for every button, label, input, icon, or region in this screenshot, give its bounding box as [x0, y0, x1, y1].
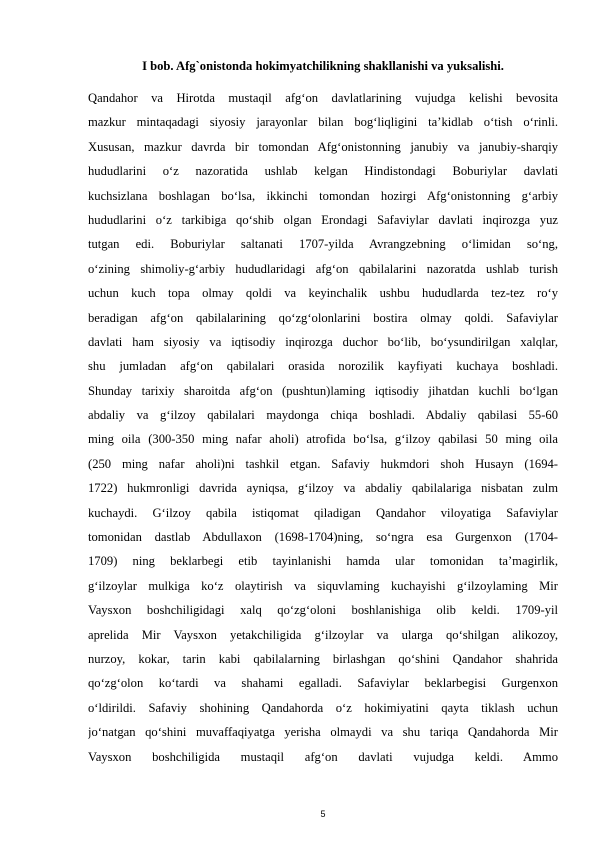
text-line: kuchaydi. G‘ilzoy qabila istiqomat qiladigan Qandahor viloyatiga Safaviylar — [88, 505, 558, 520]
text-line: Qandahor va Hirotda mustaqil afg‘on davlatlarining vujudga kelishi bevosita — [88, 91, 558, 105]
text-line: 1709) ning beklarbegi etib tayinlanishi hamda ular tomonidan ta’magirlik, — [88, 554, 558, 569]
text-line: tutgan edi. Boburiylar saltanati 1707-yilda Avrangzebning o‘limidan so‘ng, — [88, 237, 558, 252]
text-line: hududlarini o‘z tarkibiga qo‘shib olgan Erondagi Safaviylar davlati inqirozga yuz — [88, 212, 558, 227]
text-line: davlati ham siyosiy va iqtisodiy inqirozga duchor bo‘lib, bo‘ysundirilgan xalqlar, — [88, 334, 558, 349]
text-line: aprelida Mir Vaysxon yetakchiligida g‘ilzoylar va ularga qo‘shilgan alikozoy, — [88, 627, 558, 642]
text-line: beradigan afg‘on qabilalarining qo‘zg‘olonlarini bostira olmay qoldi. Safaviylar — [88, 310, 558, 325]
text-line: uchun kuch topa olmay qoldi va keyinchalik ushbu hududlarda tez-tez ro‘y — [88, 286, 558, 301]
text-line: o‘ldirildi. Safaviy shohining Qandahorda o‘z hokimiyatini qayta tiklash uchun — [88, 700, 558, 715]
text-line: ming oila (300-350 ming nafar aholi) atrofida bo‘lsa, g‘ilzoy qabilasi 50 ming oila — [88, 432, 558, 447]
text-line: nurzoy, kokar, tarin kabi qabilalarning birlashgan qo‘shini Qandahor shahrida — [88, 651, 558, 666]
text-line: mazkur mintaqadagi siyosiy jarayonlar bilan bog‘liqligini ta’kidlab o‘tish o‘rinli. — [88, 115, 558, 130]
text-line: Vaysxon boshchiligidagi xalq qo‘zg‘oloni boshlanishiga olib keldi. 1709-yil — [88, 603, 558, 618]
body-paragraph — [88, 86, 558, 769]
text-line: tomonidan dastlab Abdullaxon (1698-1704)ning, so‘ngra esa Gurgenxon (1704- — [88, 530, 558, 545]
text-line: Xususan, mazkur davrda bir tomondan Afg‘onistonning janubiy va janubiy-sharqiy — [88, 139, 558, 154]
page-number: 5 — [320, 809, 326, 819]
text-line: g‘ilzoylar mulkiga ko‘z olaytirish va siquvlaming kuchayishi g‘ilzoylaming Mir — [88, 578, 558, 593]
text-line: Shunday tarixiy sharoitda afg‘on (pushtun)laming iqtisodiy jihatdan kuchli bo‘lgan — [88, 383, 558, 398]
text-line: 1722) hukmronligi davrida ayniqsa, g‘ilzoy va abdaliy qabilalariga nisbatan zulm — [88, 481, 558, 496]
text-line: qo‘zg‘olon ko‘tardi va shahami egalladi. Safaviylar beklarbegisi Gurgenxon — [88, 676, 558, 691]
text-line: o‘zining shimoliy-g‘arbiy hududlaridagi afg‘on qabilalarini nazoratda ushlab turish — [88, 261, 558, 276]
text-line: shu jumladan afg‘on qabilalari orasida norozilik kayfiyati kuchaya boshladi. — [88, 359, 558, 374]
chapter-heading: I bob. Afg`onistonda hokimyatchilikning shakllanishi va yuksalishi. — [142, 59, 504, 73]
text-line: kuchsizlana boshlagan bo‘lsa, ikkinchi tomondan hozirgi Afg‘onistonning g‘arbiy — [88, 188, 558, 203]
text-line: Vaysxon boshchiligida mustaqil afg‘on davlati vujudga keldi. Ammo — [88, 749, 558, 764]
text-line: jo‘natgan qo‘shini muvaffaqiyatga yerisha olmaydi va shu tariqa Qandahorda Mir — [88, 725, 558, 740]
text-line: abdaliy va g‘ilzoy qabilalari maydonga chiqa boshladi. Abdaliy qabilasi 55-60 — [88, 408, 558, 423]
text-line: (250 ming nafar aholi)ni tashkil etgan. Safaviy hukmdori shoh Husayn (1694- — [88, 456, 558, 471]
text-line: hududlarini o‘z nazoratida ushlab kelgan Hindistondagi Boburiylar davlati — [88, 164, 558, 179]
